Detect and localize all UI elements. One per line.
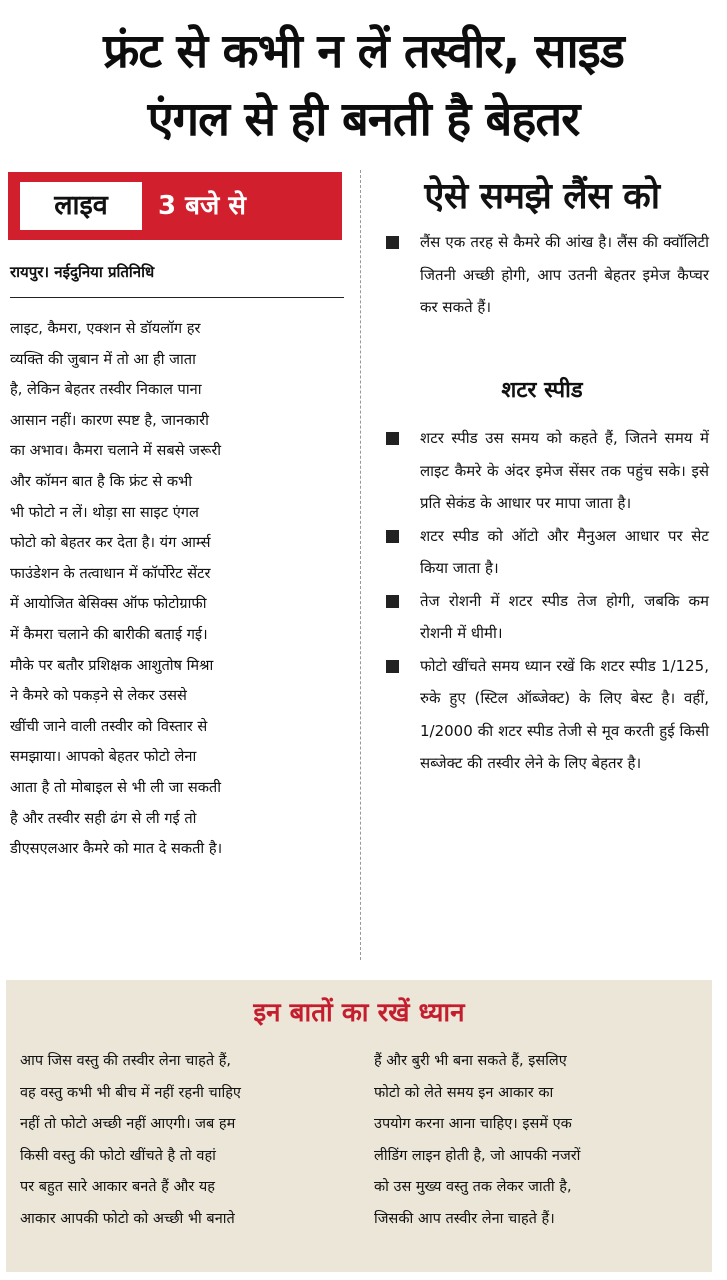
tips-line: उपयोग करना आना चाहिए। इसमें एक xyxy=(374,1116,572,1132)
bullet-item xyxy=(384,520,709,585)
bullet-text: फोटो खींचते समय ध्यान रखें कि शटर स्पीड 1/125, रुके हुए (स्टिल ऑब्जेक्ट) के लिए बेस्ट है। वहीं, 1/2000 की शटर स्पीड तेजी से मूव करती हुई किसी सब्जेक्ट की तस्वीर लेने के लिए बेहतर है। xyxy=(420,656,709,772)
bullet-text: शटर स्पीड को ऑटो और मैनुअल आधार पर सेट किया जाता है। xyxy=(420,526,709,577)
tips-line: आप जिस वस्तु की तस्वीर लेना चाहते हैं, xyxy=(20,1053,232,1069)
article-line: व्यक्ति की जुबान में तो आ ही जाता xyxy=(10,350,196,368)
article-line: का अभाव। कैमरा चलाने में सबसे जरूरी xyxy=(10,442,222,460)
bullet-text: शटर स्पीड उस समय को कहते हैं, जितने समय में लाइट कैमरे के अंदर इमेज सेंसर तक पहुंच सके। इसे प्रति सेकंड के आधार पर मापा जाता है। xyxy=(420,429,709,512)
tips-line: फोटो को लेते समय इन आकार का xyxy=(374,1084,554,1101)
article-line: ने कैमरे को पकड़ने से लेकर उससे xyxy=(10,687,187,705)
live-time: 3 बजे से xyxy=(158,191,246,221)
tips-line: वह वस्तु कभी भी बीच में नहीं रहनी चाहिए xyxy=(20,1084,241,1101)
live-tag: लाइव xyxy=(20,182,142,230)
lens-bullets xyxy=(384,226,709,324)
article-line: आसान नहीं। कारण स्पष्ट है, जानकारी xyxy=(10,411,209,429)
article-line: फाउंडेशन के तत्वाधान में कॉर्पोरेट सेंटर xyxy=(10,564,211,582)
tips-right-column xyxy=(374,1046,700,1235)
article-line: खींची जाने वाली तस्वीर को विस्तार से xyxy=(10,717,208,735)
bullet-square-icon xyxy=(386,530,399,543)
tips-box xyxy=(6,980,712,1272)
article-line: लाइट, कैमरा, एक्शन से डॉयलॉग हर xyxy=(10,320,201,337)
tips-line: पर बहुत सारे आकार बनते हैं और यह xyxy=(20,1179,215,1195)
bullet-text: तेज रोशनी में शटर स्पीड तेज होगी, जबकि कम रोशनी में धीमी। xyxy=(420,591,709,642)
tips-left-column xyxy=(20,1046,346,1235)
tips-line: लीडिंग लाइन होती है, जो आपकी नजरों xyxy=(374,1147,581,1164)
article-line: है और तस्वीर सही ढंग से ली गई तो xyxy=(10,809,197,827)
article-line: में कैमरा चलाने की बारीकी बताई गई। xyxy=(10,625,208,643)
article-line: समझाया। आपको बेहतर फोटो लेना xyxy=(10,748,197,766)
column-divider xyxy=(360,170,361,960)
headline xyxy=(20,18,707,154)
headline-line-2: एंगल से ही बनती है बेहतर xyxy=(147,92,580,147)
bullet-item xyxy=(384,650,709,780)
article-line: में आयोजित बेसिक्स ऑफ फोटोग्राफी xyxy=(10,595,207,613)
bullet-square-icon xyxy=(386,432,399,445)
article-line: भी फोटो न लें। थोड़ा सा साइट एंगल xyxy=(10,503,199,521)
article-body xyxy=(10,314,343,865)
byline: रायपुर। नईदुनिया प्रतिनिधि xyxy=(10,263,155,281)
tips-line: नहीं तो फोटो अच्छी नहीं आएगी। जब हम xyxy=(20,1116,236,1132)
tips-line: आकार आपकी फोटो को अच्छी भी बनाते xyxy=(20,1210,235,1227)
article-line: और कॉमन बात है कि फ्रंट से कभी xyxy=(10,472,193,490)
tips-line: को उस मुख्य वस्तु तक लेकर जाती है, xyxy=(374,1179,572,1195)
bullet-item xyxy=(384,585,709,650)
article-line: आता है तो मोबाइल से भी ली जा सकती xyxy=(10,778,222,796)
tips-line: जिसकी आप तस्वीर लेना चाहते हैं। xyxy=(374,1210,555,1227)
article-line: फोटो को बेहतर कर देता है। यंग आर्म्स xyxy=(10,534,211,552)
article-line: मौके पर बतौर प्रशिक्षक आशुतोष मिश्रा xyxy=(10,656,214,674)
bullet-item xyxy=(384,226,709,324)
tips-heading: इन बातों का रखें ध्यान xyxy=(253,998,465,1028)
tips-line: हैं और बुरी भी बना सकते हैं, इसलिए xyxy=(374,1053,567,1069)
live-bar xyxy=(8,172,342,240)
bullet-item xyxy=(384,422,709,520)
bullet-square-icon xyxy=(386,595,399,608)
shutter-bullets xyxy=(384,422,709,780)
headline-line-1: फ्रंट से कभी न लें तस्वीर, साइड xyxy=(103,24,624,79)
byline-divider xyxy=(10,297,344,298)
shutter-heading: शटर स्पीड xyxy=(501,378,583,403)
article-line: डीएसएलआर कैमरे को मात दे सकती है। xyxy=(10,840,223,858)
bullet-square-icon xyxy=(386,236,399,249)
bullet-text: लैंस एक तरह से कैमरे की आंख है। लैंस की क्वॉलिटी जितनी अच्छी होगी, आप उतनी बेहतर इमेज कैप्चर कर सकते हैं। xyxy=(420,233,709,316)
bullet-square-icon xyxy=(386,660,399,673)
tips-line: किसी वस्तु की फोटो खींचते है तो वहां xyxy=(20,1147,216,1164)
lens-heading: ऐसे समझे लैंस को xyxy=(424,176,660,217)
article-line: है, लेकिन बेहतर तस्वीर निकाल पाना xyxy=(10,381,202,399)
